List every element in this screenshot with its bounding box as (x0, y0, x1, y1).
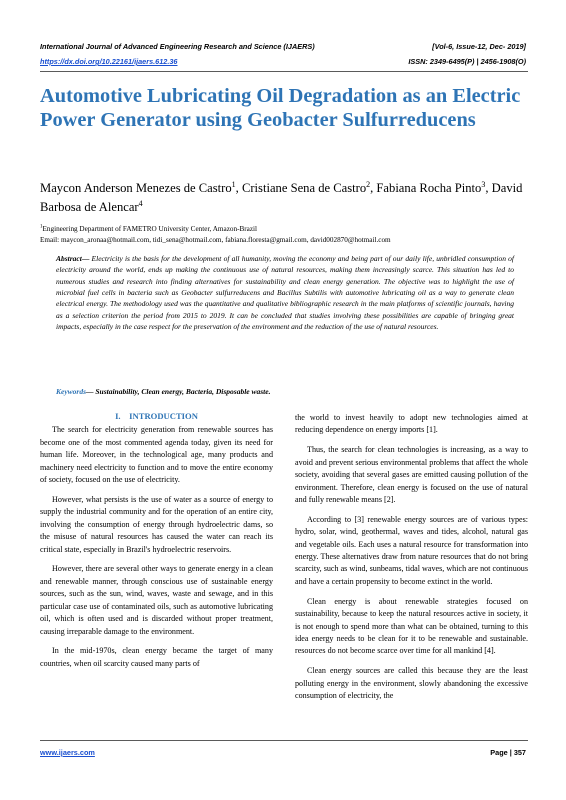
doi-link[interactable]: https://dx.doi.org/10.22161/ijaers.612.36 (40, 57, 178, 66)
author-emails: Email: maycon_aronaa@hotmail.com, tidi_sena@hotmail.com, fabiana.floresta@gmail.com, david002870@hotmail.com (40, 236, 391, 244)
abstract-text: Electricity is the basis for the development of all humanity, moving the economy and being part of our daily life, unbridled consumption of electricity around the world, ends up making the continuous use of natural resources, making them increasingly scarce. This situation has led to numerous studies and research into finding alternatives for sustainability and clean energy generation. The objective was to highlight the use of microbial fuel cells in bacteria such as Geobacter sulfurreducens and Bacillus Subtilis with automotive lubricating oil as a way to generate clean electrical energy. The methodology used was the quantitative and qualitative bibliographic research in the main platforms of scientific journals, having as a selection criterion the period from 2015 to 2019. It can be concluded that studies involving these possibilities are capable of bringing great impacts, especially in the case respect for the preservation of the environment and the reduction of the use of natural resources. (56, 254, 514, 332)
footer-rule (40, 740, 528, 741)
author-name: David Barbosa de Alencar (40, 181, 523, 214)
issn-info: ISSN: 2349-6495(P) | 2456-1908(O) (408, 57, 526, 66)
author-list: Maycon Anderson Menezes de Castro$^1$, Cristiane Sena de Castro$^2$, Fabiana Rocha Pinto$^3$, David Barbosa de Alencar$^4$ (40, 179, 523, 214)
body-paragraph: Thus, the search for clean technologies is increasing, as a way to avoid and prevent serious environmental problems that affect the whole society, avoiding that several gases are emitted causing pollution of the environment. Therefore, clean energy is focused on the use of natural and fully renewable means [2]. (295, 445, 528, 504)
author-affil-sup: 3 (481, 179, 486, 189)
author-name: Fabiana Rocha Pinto (376, 181, 482, 195)
body-paragraph: Clean energy is about renewable strategies focused on sustainability, because to keep the natural resources active in society, it is not enough to spend more than what can be obtained, turning to this idea energy needs to be clean for it to be renewable and sustainable. resources do not become scarce over time for all mankind [4]. (295, 596, 528, 656)
keywords-text: Sustainability, Clean energy, Bacteria, Disposable waste. (95, 387, 271, 396)
right-column (295, 412, 528, 710)
section-heading: I. INTRODUCTION (115, 411, 198, 421)
body-paragraph: The search for electricity generation from renewable sources has become one of the most commented agenda today, given its need for human life. Moreover, in the technological age, many products and machinery need electricity to function and to move the entire economy of society, focused on the use of electricity. (40, 425, 273, 485)
body-paragraph: the world to invest heavily to adopt new technologies aimed at reducing dependence on energy imports [1]. (295, 413, 528, 435)
body-paragraph: In the mid-1970s, clean energy became the target of many countries, when oil scarcity caused many parts of (40, 646, 273, 668)
journal-name: International Journal of Advanced Engineering Research and Science (IJAERS) (40, 42, 315, 51)
author-name: Maycon Anderson Menezes de Castro (40, 181, 232, 195)
author-affil-sup: 2 (366, 179, 371, 189)
page-number: Page | 357 (490, 748, 526, 757)
abstract: Abstract— Electricity is the basis for the development of all humanity, moving the economy and being part of our daily life, unbridled consumption of electricity around the world, ends up making the continuous use of natural resources, making them increasingly scarce. This situation has led to numerous studies and research into finding alternatives for sustainability and clean energy generation. The objective was to highlight the use of microbial fuel cells in bacteria such as Geobacter sulfurreducens and Bacillus Subtilis with automotive lubricating oil as a way to generate clean electrical energy. The methodology used was the quantitative and qualitative bibliographic research in the main platforms of scientific journals, having as a selection criterion the period from 2015 to 2019. It can be concluded that studies involving these possibilities are capable of bringing great impacts, especially in the case respect for the preservation of the environment and the reduction of the use of natural resources. (56, 254, 514, 332)
affiliation: $^1$Engineering Department of FAMETRO University Center, Amazon-Brazil (40, 224, 258, 233)
body-paragraph: Clean energy sources are called this because they are the least polluting energy in the environment, slowly abandoning the excessive consumption of electricity, the (295, 666, 528, 701)
author-affil-sup: 4 (138, 198, 143, 208)
body-paragraph: However, there are several other ways to generate energy in a clean and renewable manner, through conscious use of sustainable energy sources, such as the sun, wind, waves, waste and sewage, and in this particular case use of contaminated oils, such as automotive lubricating oil, which is often used and is discarded without proper treatment, causing irreparable damage to the environment. (40, 564, 273, 636)
abstract-label: Abstract (56, 254, 82, 263)
keywords: Keywords— Sustainability, Clean energy, Bacteria, Disposable waste. (56, 387, 271, 396)
left-column (40, 410, 273, 678)
body-paragraph: According to [3] renewable energy sources are of various types: hydro, solar, wind, geothermal, waves and tides, alcohol, natural gas and vegetable oils. Each uses a natural resource for transformation into energy. These alternatives draw from nature resources that do not bring scarcity, such as wind, sunbeams, tidal waves, which are not continuous and have a certain propensity to become extinct in the world. (295, 514, 528, 586)
journal-website-link[interactable]: www.ijaers.com (40, 748, 95, 757)
keywords-label: Keywords (56, 387, 86, 396)
paper-title: Automotive Lubricating Oil Degradation as an Electric Power Generator using Geobacter Sulfurreducens (40, 85, 521, 131)
author-affil-sup: 1 (231, 179, 236, 189)
volume-info: [Vol-6, Issue-12, Dec- 2019] (432, 42, 526, 51)
author-name: Cristiane Sena de Castro (241, 181, 367, 195)
body-paragraph: However, what persists is the use of water as a source of energy to supply the industrial community and for the operation of an entire city, involving the consumption of energy through hydroelectric dams, so the misuse of natural resources has caused the water can reach its critical state, especially in Brazil's hydroelectric reservoirs. (40, 494, 273, 554)
header-rule (40, 71, 528, 72)
